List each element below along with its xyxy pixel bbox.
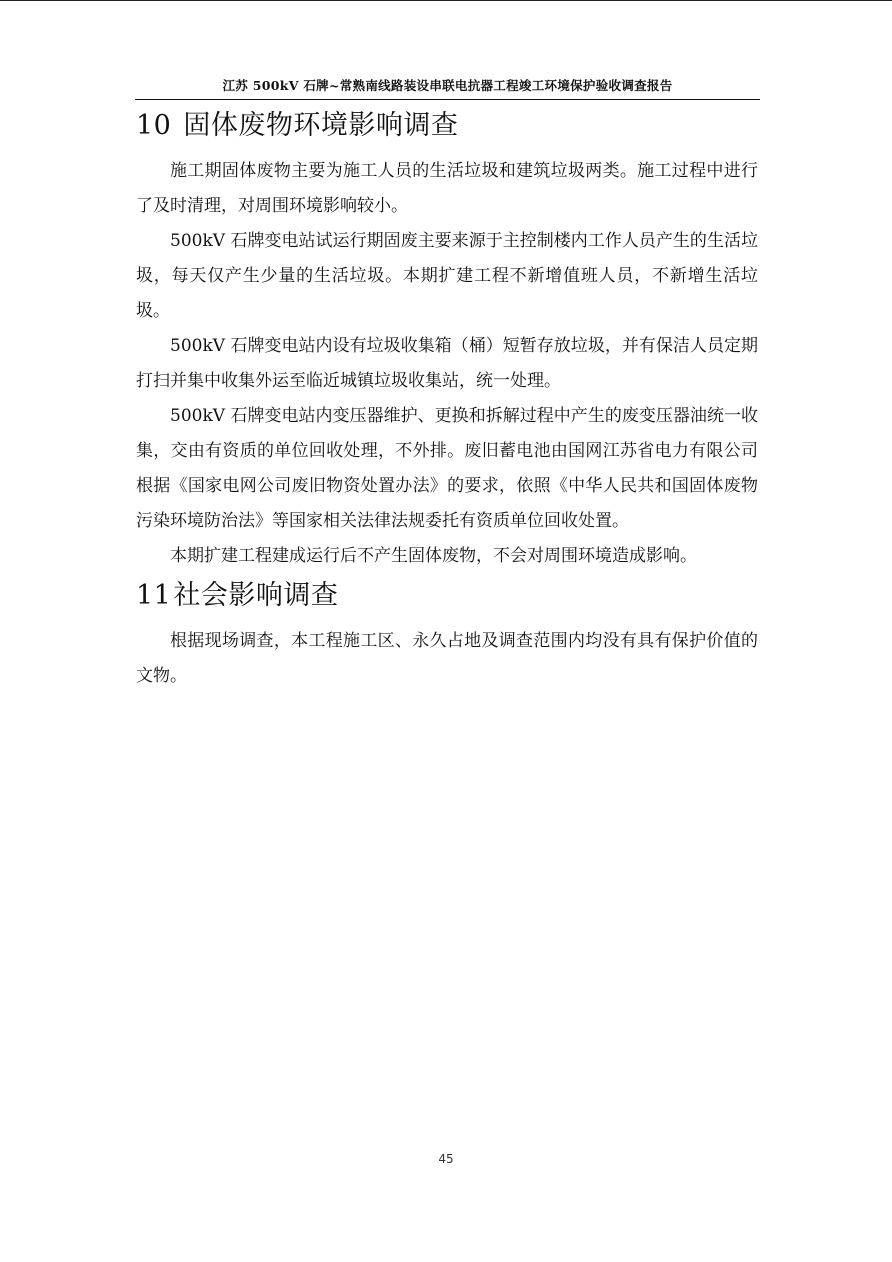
header-rule [135, 99, 760, 100]
section-title: 社会影响调查 [173, 580, 339, 611]
paragraph: 本期扩建工程建成运行后不产生固体废物，不会对周围环境造成影响。 [170, 546, 697, 566]
section-heading-11 [136, 578, 758, 614]
paragraph: 施工期固体废物主要为施工人员的生活垃圾和建筑垃圾两类。施工过程中进行了及时清理，对周围环境影响较小。 [136, 161, 758, 216]
section-title: 固体废物环境影响调查 [183, 110, 459, 141]
section-number: 10 [136, 110, 172, 141]
section-number: 11 [136, 580, 172, 611]
page-number: 45 [438, 1152, 454, 1166]
paragraph: 500kV 石牌变电站试运行期固废主要来源于主控制楼内工作人员产生的生活垃圾，每天仅产生少量的生活垃圾。本期扩建工程不新增值班人员，不新增生活垃圾。 [136, 231, 758, 321]
paragraph: 500kV 石牌变电站内设有垃圾收集箱（桶）短暂存放垃圾，并有保洁人员定期打扫并集中收集外运至临近城镇垃圾收集站，统一处理。 [136, 336, 758, 391]
running-header: 江苏 500kV 石牌~常熟南线路装设串联电抗器工程竣工环境保护验收调查报告 [222, 78, 673, 93]
paragraph: 500kV 石牌变电站内变压器维护、更换和拆解过程中产生的废变压器油统一收集，交由有资质的单位回收处理，不外排。废旧蓄电池由国网江苏省电力有限公司根据《国家电网公司废旧物资处置办法》的要求，依照《中华人民共和国固体废物污染环境防治法》等国家相关法律法规委托有资质单位回收处置。 [136, 406, 758, 531]
top-border-line [0, 0, 892, 1]
paragraph: 根据现场调查，本工程施工区、永久占地及调查范围内均没有具有保护价值的文物。 [136, 631, 758, 686]
page-content [136, 108, 758, 694]
section-heading-10 [136, 108, 758, 144]
